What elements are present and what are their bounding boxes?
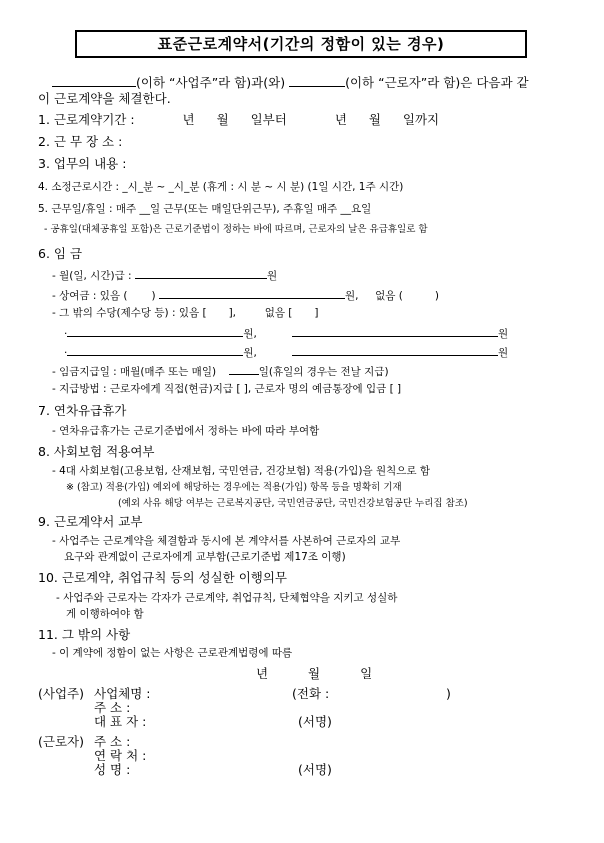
payday-blank[interactable] <box>229 362 259 375</box>
employer-blank[interactable] <box>52 74 136 87</box>
document-title: 표준근로계약서(기간의 정함이 있는 경우) <box>75 30 527 58</box>
employer-phone: (전화 : <box>292 686 330 701</box>
section-1 <box>38 112 439 128</box>
worker-name: 성 명 : <box>94 762 131 777</box>
s1-nyeon2: 년 <box>334 112 347 127</box>
s2-label: 2. 근 무 장 소 : <box>38 134 123 149</box>
allowance-blank-2[interactable] <box>292 324 498 337</box>
s7-label: 7. 연차유급휴가 <box>38 403 127 418</box>
worker-contact: 연 락 처 : <box>94 748 147 763</box>
s6-won-comma-2: 원, <box>243 347 257 359</box>
s1-wol2: 월 <box>368 112 381 127</box>
s6-allowance-row-1 <box>64 324 257 342</box>
s6-allowance-row-2 <box>64 343 257 361</box>
s6-bonus: - 상여금 : 있음 ( <box>52 290 128 302</box>
s9-text-2: 요구와 관계없이 근로자에게 교부함(근로기준법 제17조 이행) <box>64 551 346 563</box>
employer-ceo: 대 표 자 : <box>94 714 147 729</box>
s9-label: 9. 근로계약서 교부 <box>38 514 143 529</box>
allowance-blank-3[interactable] <box>67 343 243 356</box>
s6-other: - 그 밖의 수당(제수당 등) : 있음 [ <box>52 307 207 319</box>
s6-bonus-line <box>52 286 439 304</box>
s6-allowance-row-2b <box>292 343 508 361</box>
s6-other-none: 없음 [ <box>264 307 293 319</box>
allowance-blank-4[interactable] <box>292 343 498 356</box>
s6-other-line <box>52 305 319 321</box>
s6-payday2: 일(휴일의 경우는 전날 지급) <box>258 366 389 378</box>
s11-label: 11. 그 밖의 사항 <box>38 627 131 642</box>
s6-other-none-close: ] <box>314 307 319 319</box>
s6-dot-1: · <box>64 328 68 340</box>
s1-ilbuteo: 일부터 <box>250 112 287 127</box>
intro-line-1 <box>52 74 529 91</box>
s6-won: 원 <box>266 270 278 282</box>
s11-text: - 이 계약에 정함이 없는 사항은 근로관계법령에 따름 <box>52 647 293 659</box>
worker-role: (근로자) <box>38 734 84 749</box>
sign-date <box>256 666 372 682</box>
date-wol: 월 <box>308 666 321 681</box>
s6-label: 6. 임 금 <box>38 246 83 261</box>
s8-text: - 4대 사회보험(고용보험, 산재보험, 국민연금, 건강보험) 적용(가입)을 원칙으로 함 <box>52 465 431 477</box>
s6-bonus-won: 원, <box>344 290 359 302</box>
s4-label: 4. 소정근로시간 : _시_분 ~ _시_분 (휴게 : 시 분 ~ 시 분) (1일 시간, 1주 시간) <box>38 181 404 193</box>
s10-label: 10. 근로계약, 취업규칙 등의 성실한 이행의무 <box>38 570 287 585</box>
bonus-blank[interactable] <box>159 286 345 299</box>
date-il: 일 <box>360 666 373 681</box>
s6-bonus-none: 없음 ( <box>375 290 403 302</box>
s1-label: 1. 근로계약기간 : <box>38 112 135 127</box>
s6-other-close: ], <box>228 307 236 319</box>
intro-p1: (이하 “사업주”라 함)과(와) <box>136 75 286 90</box>
s6-method: - 지급방법 : 근로자에게 직접(현금)지급 [ ], 근로자 명의 예금통장에 입금 [ ] <box>52 383 402 395</box>
wage-blank[interactable] <box>135 266 267 279</box>
s5-note: - 공휴일(대체공휴일 포함)은 근로기준법이 정하는 바에 따르며, 근로자의 날은 유급휴일로 함 <box>44 224 428 235</box>
date-nyeon: 년 <box>256 666 269 681</box>
s6-won-comma-1: 원, <box>243 328 257 340</box>
s7-text: - 연차유급휴가는 근로기준법에서 정하는 바에 따라 부여함 <box>52 425 320 437</box>
s3-label: 3. 업무의 내용 : <box>38 156 127 171</box>
s6-bonus-none-close: ) <box>434 290 439 302</box>
employer-role: (사업주) <box>38 686 84 701</box>
s6-allowance-row-1b <box>292 324 508 342</box>
s1-ilkkaji: 일까지 <box>402 112 440 127</box>
s6-payday: - 임금지급일 : 매월(매주 또는 매일) <box>52 366 217 378</box>
s5-label: 5. 근무일/휴일 : 매주 __일 근무(또는 매일단위근무), 주휴일 매주 __요일 <box>38 203 372 215</box>
s6-bonus-close: ) <box>151 290 156 302</box>
s8-note-1: ※ (참고) 적용(가입) 예외에 해당하는 경우에는 적용(가입) 항목 등을 명확히 기재 <box>66 482 402 493</box>
worker-blank[interactable] <box>289 74 345 87</box>
intro-p3: 이 근로계약을 체결한다. <box>38 91 171 106</box>
employer-biz-name: 사업체명 : <box>94 686 151 701</box>
worker-sign: (서명) <box>298 762 332 777</box>
allowance-blank-1[interactable] <box>67 324 243 337</box>
s8-label: 8. 사회보험 적용여부 <box>38 444 155 459</box>
s6-payday-line <box>52 362 389 380</box>
s10-text-2: 게 이행하여야 함 <box>66 608 144 620</box>
s1-wol: 월 <box>216 112 229 127</box>
s1-nyeon: 년 <box>182 112 195 127</box>
s6-wage: - 월(일, 시간)급 : <box>52 270 132 282</box>
employer-address: 주 소 : <box>94 700 131 715</box>
worker-address: 주 소 : <box>94 734 131 749</box>
s6-wage-line <box>52 266 277 284</box>
intro-p2: (이하 “근로자”라 함)은 다음과 같 <box>345 75 529 90</box>
s9-text-1: - 사업주는 근로계약을 체결함과 동시에 본 계약서를 사본하여 근로자의 교부 <box>52 535 401 547</box>
s6-won-2b: 원 <box>498 347 509 359</box>
employer-phone-close: ) <box>446 686 451 701</box>
s8-note-2: (예외 사유 해당 여부는 근로복지공단, 국민연금공단, 국민건강보험공단 누리집 참조) <box>118 498 468 509</box>
s10-text-1: - 사업주와 근로자는 각자가 근로계약, 취업규칙, 단체협약을 지키고 성실하 <box>56 592 398 604</box>
s6-won-1b: 원 <box>498 328 509 340</box>
employer-sign: (서명) <box>298 714 332 729</box>
s6-dot-2: · <box>64 347 68 359</box>
